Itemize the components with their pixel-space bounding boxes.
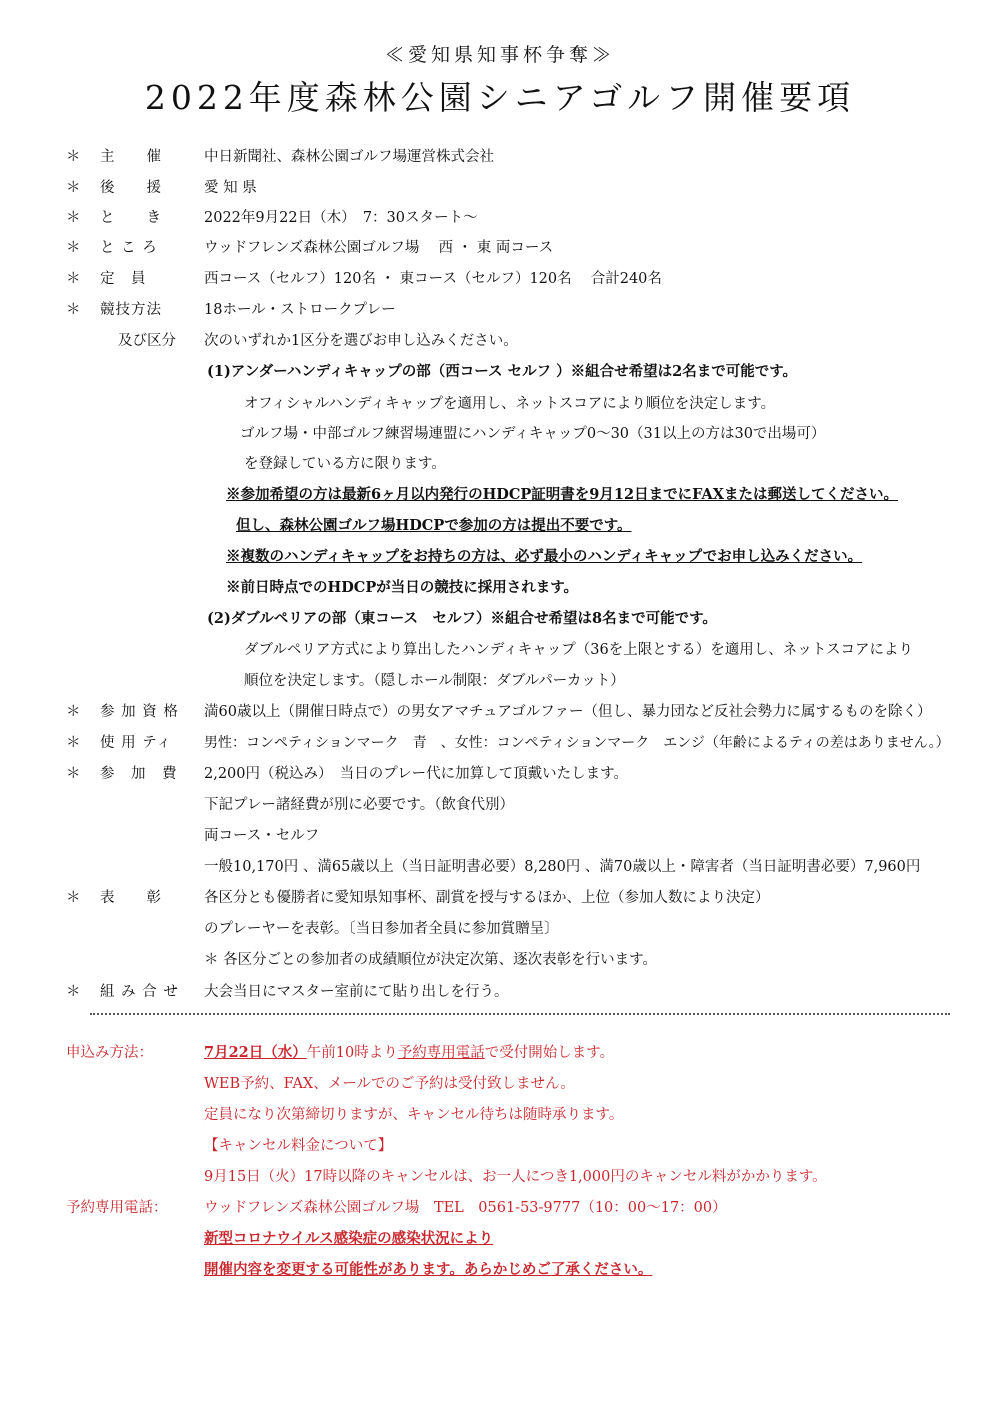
reserve-notice2: 開催内容を変更する可能性があります。あらかじめご了承ください。	[204, 1261, 653, 1278]
support-label: ＊ 後 援	[66, 180, 162, 196]
capacity-value: 西コース（セルフ）120名 ・ 東コース（セルフ）120名 合計240名	[204, 271, 662, 287]
method-label: ＊ 競技方法	[66, 302, 162, 318]
fee-label: ＊ 参 加 費	[66, 766, 178, 782]
cat1-line2: ゴルフ場・中部ゴルフ練習場連盟にハンディキャップ0〜30（31以上の方は30で出場可）	[240, 426, 826, 442]
apply-label: 申込み方法：	[66, 1045, 153, 1061]
fee-line2: 下記プレー諸経費が別に必要です。（飲食代別）	[204, 797, 515, 813]
award-line3: ＊ 各区分ごとの参加者の成績順位が決定次第、逐次表彰を行います。	[204, 952, 657, 968]
organizer-value: 中日新聞社、森林公園ゴルフ場運営株式会社	[204, 149, 494, 165]
page-title: 2022年度森林公園シニアゴルフ開催要項	[144, 78, 856, 117]
date-value: 2022年9月22日（木） 7：30スタート〜	[204, 210, 478, 226]
award-line1: 各区分とも優勝者に愛知県知事杯、副賞を授与するほか、上位（参加人数により決定）	[204, 890, 770, 906]
place-label: ＊ と こ ろ	[66, 240, 158, 256]
cat1-note4: ※前日時点でのHDCPが当日の競技に採用されます。	[226, 579, 579, 596]
eligibility-value: 満60歳以上（開催日時点で）の男女アマチュアゴルファー（但し、暴力団など反社会勢力に属するものを除く）	[204, 704, 932, 720]
eligibility-label: ＊ 参 加 資 格	[66, 704, 179, 720]
apply-line5: 9月15日（火）17時以降のキャンセルは、お一人につき1,000円のキャンセル料がかかります。	[204, 1169, 827, 1185]
fee-line3: 両コース・セルフ	[204, 828, 320, 844]
fee-line1: 2,200円（税込み） 当日のプレー代に加算して頂戴いたします。	[204, 766, 629, 782]
division-value: 次のいずれか1区分を選びお申し込みください。	[204, 333, 518, 349]
method-value: 18ホール・ストロークプレー	[204, 302, 396, 318]
apply-line1: 7月22日（水）午前10時より予約専用電話で受付開始します。	[204, 1044, 615, 1061]
cat1-note2: 但し、森林公園ゴルフ場HDCPで参加の方は提出不要です。	[236, 517, 632, 534]
pairing-value: 大会当日にマスター室前にて貼り出しを行う。	[204, 984, 509, 1000]
cat1-line1: オフィシャルハンディキャップを適用し、ネットスコアにより順位を決定します。	[244, 396, 776, 412]
fee-line4: 一般10,170円 、満65歳以上（当日証明書必要）8,280円 、満70歳以上・障害者（当日証明書必要）7,960円	[204, 859, 921, 875]
reserve-value: ウッドフレンズ森林公園ゴルフ場 TEL 0561-53-9777（10：00〜17：00）	[204, 1200, 727, 1216]
award-line2: のプレーヤーを表彰。〔当日参加者全員に参加賞贈呈〕	[204, 921, 559, 937]
capacity-label: ＊ 定 員	[66, 271, 147, 287]
cat2-heading: (2)ダブルペリアの部（東コース セルフ）※組合せ希望は8名まで可能です。	[207, 610, 717, 627]
cat1-note1: ※参加希望の方は最新6ヶ月以内発行のHDCP証明書を9月12日までにFAXまたは郵送してください。	[226, 486, 899, 503]
support-value: 愛 知 県	[204, 180, 257, 196]
pairing-label: ＊ 組 み 合 せ	[66, 984, 179, 1000]
apply-line2: WEB予約、FAX、メールでのご予約は受付致しません。	[204, 1076, 575, 1092]
reserve-notice1: 新型コロナウイルス感染症の感染状況により	[204, 1230, 494, 1247]
dotted-divider	[90, 1013, 950, 1015]
award-label: ＊ 表 彰	[66, 890, 162, 906]
tee-label: ＊ 使 用 ティ	[66, 735, 173, 751]
subtitle: ≪愛知県知事杯争奪≫	[384, 44, 615, 66]
cat1-heading: (1)アンダーハンディキャップの部（西コース セルフ ）※組合せ希望は2名まで可能です。	[207, 363, 798, 380]
tee-value: 男性：コンペティションマーク 青 、女性：コンペティションマーク エンジ（年齢によるティの差はありません。）	[204, 735, 950, 751]
apply-line4: 【キャンセル料金について】	[204, 1138, 393, 1154]
place-value: ウッドフレンズ森林公園ゴルフ場 西 ・ 東 両コース	[204, 240, 554, 256]
cat2-line1: ダブルペリア方式により算出したハンディキャップ（36を上限とする）を適用し、ネットスコアにより	[244, 642, 914, 658]
cat2-line2: 順位を決定します。（隠しホール制限：ダブルパーカット）	[244, 673, 625, 689]
date-label: ＊ と き	[66, 210, 162, 226]
cat1-line3: を登録している方に限ります。	[244, 456, 446, 472]
reserve-label: 予約専用電話：	[66, 1200, 168, 1216]
cat1-note3: ※複数のハンディキャップをお持ちの方は、必ず最小のハンディキャップでお申し込みください。	[226, 548, 863, 565]
division-label: 及び区分	[118, 333, 176, 349]
apply-line3: 定員になり次第締切りますが、キャンセル待ちは随時承ります。	[204, 1107, 624, 1123]
organizer-label: ＊ 主 催	[66, 149, 162, 165]
